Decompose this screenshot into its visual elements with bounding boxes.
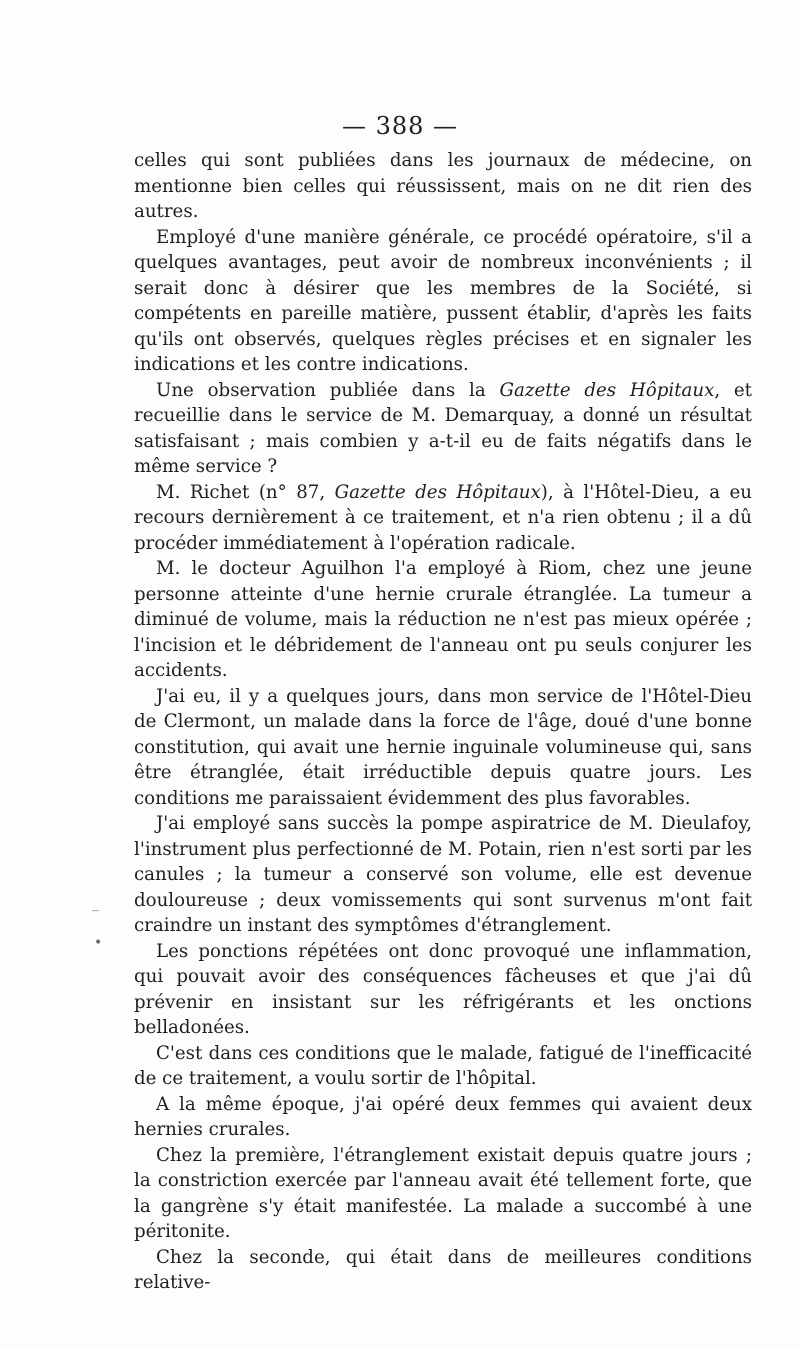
paragraph-deux-femmes: A la même époque, j'ai opéré deux femmes qui avaient deux hernies crurales. <box>134 1093 752 1140</box>
journal-title: Gazette des Hôpitaux <box>334 481 541 503</box>
text-run: M. Richet (n° 87, <box>156 481 335 503</box>
paragraph-gazette-observation <box>134 378 752 480</box>
paragraph-aguilhon: M. le docteur Aguilhon l'a employé à Riom, chez une jeune personne atteinte d'une hernie crurale étranglée. La tumeur a diminué de volume, mais la réduction ne n'est pas mieux opérée ; l'incision et le débridement de l'anneau ont pu seuls conjurer les accidents. <box>134 558 752 681</box>
text-run: ), à l'Hôtel-Dieu, a eu recours dernièrement à ce traitement, et n'a rien obtenu ; il a dû procéder immédiatement à l'opération radicale. <box>134 481 752 554</box>
paragraph-richet <box>134 480 752 557</box>
paragraph-sortie-hopital: C'est dans ces conditions que le malade, fatigué de l'inefficacité de ce traitement, a voulu sortir de l'hôpital. <box>134 1042 752 1089</box>
page-number: — 388 — <box>341 112 459 140</box>
text-run: , et recueillie dans le service de M. Demarquay, a donné un résultat satisfaisant ; mais combien y a-t-il eu de faits négatifs dans le même service ? <box>134 379 752 477</box>
text-run: Une observation publiée dans la <box>156 379 500 401</box>
paragraph-hotel-dieu-clermont: J'ai eu, il y a quelques jours, dans mon service de l'Hôtel-Dieu de Clermont, un malade dans la force de l'âge, doué d'une bonne constitution, qui avait une hernie inguinale volumineuse qui, sans être étranglée, était irréductible depuis quatre jours. Les conditions me paraissaient évidemment des plus favorables. <box>134 685 752 809</box>
paragraph-ponctions: Les ponctions répétées ont donc provoqué une inflammation, qui pouvait avoir des conséquences fâcheuses et que j'ai dû prévenir en insistant sur les réfrigérants et les onctions belladonées. <box>134 940 752 1038</box>
page-body <box>134 148 752 1296</box>
paragraph-premiere: Chez la première, l'étranglement existait depuis quatre jours ; la constriction exercée par l'anneau avait été tellement forte, que la gangrène s'y était manifestée. La malade a succombé à une péritonite. <box>134 1144 752 1242</box>
paragraph-continuation: celles qui sont publiées dans les journaux de médecine, on mentionne bien celles qui réussissent, mais on ne dit rien des autres. <box>134 150 752 222</box>
margin-mark: • <box>94 935 103 951</box>
journal-title: Gazette des Hôpitaux <box>499 379 715 401</box>
paragraph-pompe-aspiratrice: J'ai employé sans succès la pompe aspiratrice de M. Dieulafoy, l'instrument plus perfectionné de M. Potain, rien n'est sorti par les canules ; la tumeur a conservé son volume, elle est devenue douloureuse ; deux vomissements qui sont survenus m'ont fait craindre un instant des symptômes d'étranglement. <box>134 813 752 936</box>
margin-mark: _ <box>92 896 99 912</box>
paragraph-seconde: Chez la seconde, qui était dans de meilleures conditions relative- <box>134 1246 752 1293</box>
paragraph-procede-operatoire: Employé d'une manière générale, ce procédé opératoire, s'il a quelques avantages, peut avoir de nombreux inconvénients ; il serait donc à désirer que les membres de la Société, si compétents en pareille matière, pussent établir, d'après les faits qu'ils ont observés, quelques règles précises et en signaler les indications et les contre indications. <box>134 226 752 375</box>
